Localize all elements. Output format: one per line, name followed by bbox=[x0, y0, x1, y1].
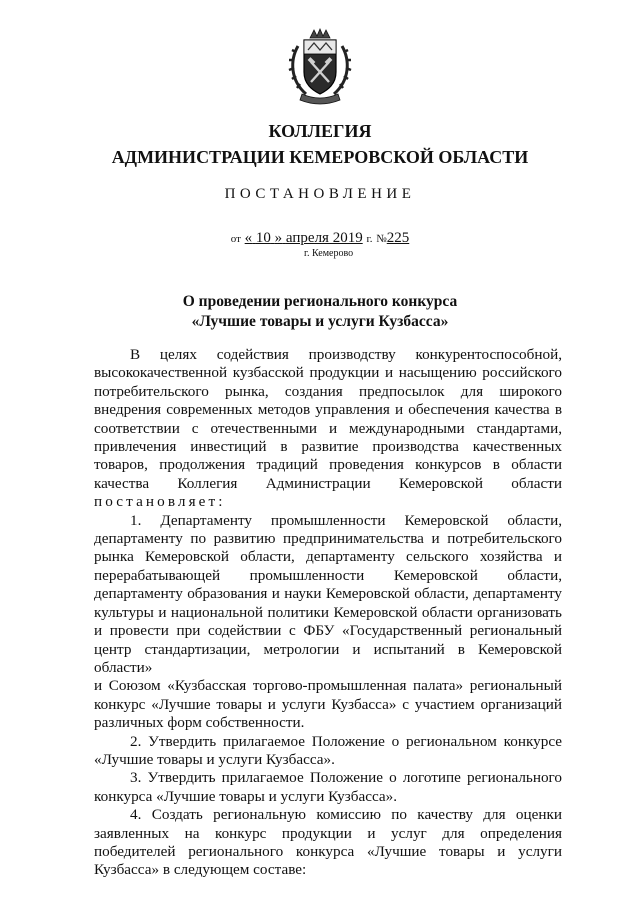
body-line: и провести при содействии с ФБУ «Государственный региональный bbox=[94, 622, 562, 640]
body-line: 2. Утвердить прилагаемое Положение о региональном конкурсе bbox=[130, 732, 562, 750]
date-month-year: апреля 2019 bbox=[285, 230, 363, 246]
body-line: В целях содействия производству конкурентоспособной, bbox=[130, 346, 562, 363]
body-line: внедрения современных методов управления и обеспечения качества в bbox=[94, 401, 562, 419]
quote-open: « bbox=[244, 230, 253, 246]
subject-line1: О проведении регионального конкурса bbox=[182, 293, 458, 310]
subject-line2: «Лучшие товары и услуги Кузбасса» bbox=[191, 313, 449, 330]
body-line: департаменту образования и науки Кемеровской области, департаменту bbox=[94, 585, 562, 603]
year-suffix: г. bbox=[366, 233, 373, 245]
document-type-title: ПОСТАНОВЛЕНИЕ bbox=[224, 186, 416, 202]
date-prefix: от bbox=[230, 233, 241, 245]
body-line: потребительского рынка, создания предпосылок для широкого bbox=[94, 382, 562, 400]
body-line: рынка Кемеровской области, департаменту сельского хозяйства и bbox=[94, 548, 562, 566]
body-line: высококачественной кузбасской продукции и насыщению российского bbox=[94, 364, 562, 382]
dateline bbox=[0, 230, 640, 247]
body-line: победителей регионального конкурса «Лучшие товары и услуги bbox=[94, 842, 562, 860]
body-line: Кузбасса» в следующем составе: bbox=[94, 861, 307, 879]
kemerovo-coat-of-arms-icon bbox=[288, 28, 352, 108]
body-line: 3. Утвердить прилагаемое Положение о логотипе регионального bbox=[130, 769, 562, 787]
body-line: качества Коллегия Администрации Кемеровской области bbox=[94, 474, 562, 492]
body-line: соответствии с отечественными и международными стандартами, bbox=[94, 419, 562, 437]
resolves-word: постановляет: bbox=[94, 493, 226, 511]
body-line: центр стандартизации, метрологии и испытаний в Кемеровской области» bbox=[94, 640, 562, 676]
org-title-line1: КОЛЛЕГИЯ bbox=[268, 121, 372, 141]
body-line: товаров, продолжения традиций проведения конкурсов в области bbox=[94, 456, 562, 474]
body-line: 1. Департаменту промышленности Кемеровской области, bbox=[130, 511, 562, 529]
document-subject bbox=[0, 292, 640, 332]
number-label: № bbox=[376, 233, 387, 245]
org-title-line2: АДМИНИСТРАЦИИ КЕМЕРОВСКОЙ ОБЛАСТИ bbox=[111, 147, 529, 167]
body-line: и Союзом «Кузбасская торгово-промышленная палата» региональный bbox=[94, 677, 562, 695]
body-line: «Лучшие товары и услуги Кузбасса». bbox=[94, 750, 335, 768]
body-line: департаменту по развитию предпринимательства и потребительского bbox=[94, 530, 562, 548]
body-line: заявленных на конкурс продукции и услуг для определения bbox=[94, 824, 562, 842]
body-line: культуры и национальной политики Кемеровской области организовать bbox=[94, 603, 562, 621]
document-body bbox=[94, 346, 562, 880]
city-label: г. Кемерово bbox=[304, 248, 354, 259]
body-line: конкурса «Лучшие товары и услуги Кузбасса». bbox=[94, 787, 398, 805]
body-line: 4. Создать региональную комиссию по качеству для оценки bbox=[130, 806, 562, 824]
body-line: различных форм собственности. bbox=[94, 714, 305, 732]
body-line: привлечения инвестиций в развитие производства качественных bbox=[94, 438, 562, 456]
body-line: перерабатывающей промышленности Кемеровской области, bbox=[94, 566, 562, 584]
date-day-group bbox=[245, 230, 363, 246]
quote-close: » bbox=[274, 230, 283, 246]
date-day: 10 bbox=[255, 230, 271, 246]
body-line: конкурс «Лучшие товары и услуги Кузбасса» с участием организаций bbox=[94, 695, 562, 713]
document-number: 225 bbox=[386, 230, 410, 246]
